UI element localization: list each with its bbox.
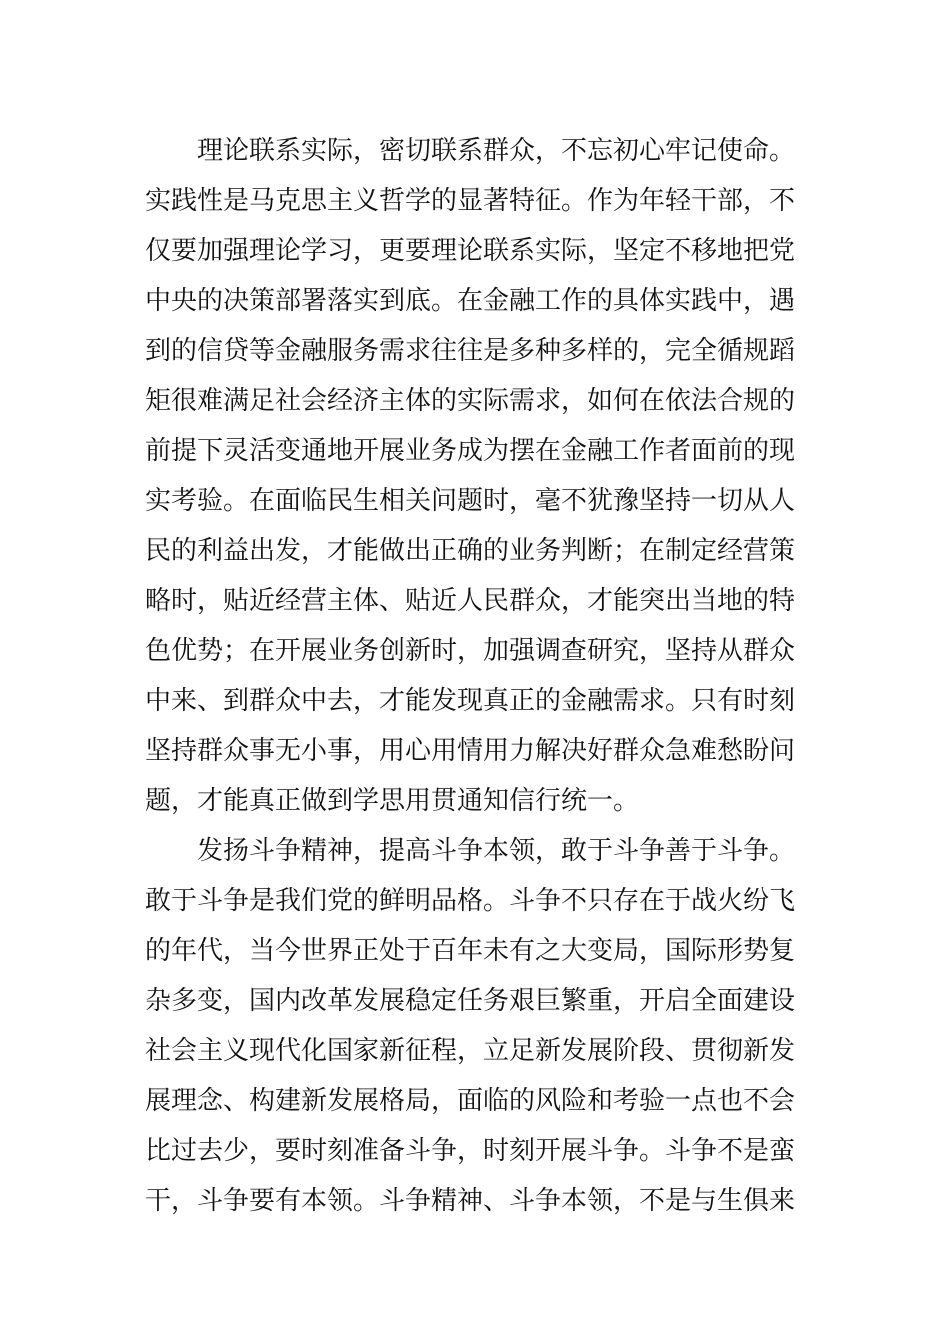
text-line: 杂多变，国内改革发展稳定任务艰巨繁重，开启全面建设 bbox=[145, 986, 796, 1016]
paragraph-heading-line: 理论联系实际，密切联系群众，不忘初心牢记使命。 bbox=[197, 136, 796, 166]
text-line: 到的信贷等金融服务需求往往是多种多样的，完全循规蹈 bbox=[145, 336, 796, 366]
text-line: 实践性是马克思主义哲学的显著特征。作为年轻干部，不 bbox=[145, 186, 796, 216]
text-line: 敢于斗争是我们党的鲜明品格。斗争不只存在于战火纷飞 bbox=[145, 886, 796, 916]
paragraph-struggle-spirit bbox=[145, 826, 807, 1226]
text-line: 色优势；在开展业务创新时，加强调查研究，坚持从群众 bbox=[145, 636, 796, 666]
text-line: 展理念、构建新发展格局，面临的风险和考验一点也不会 bbox=[145, 1086, 796, 1116]
text-line: 社会主义现代化国家新征程，立足新发展阶段、贯彻新发 bbox=[145, 1036, 796, 1066]
text-line: 坚持群众事无小事，用心用情用力解决好群众急难愁盼问 bbox=[145, 736, 796, 766]
paragraph-theory-practice bbox=[145, 126, 807, 826]
text-line: 比过去少，要时刻准备斗争，时刻开展斗争。斗争不是蛮 bbox=[145, 1136, 796, 1166]
text-line: 题，才能真正做到学思用贯通知信行统一。 bbox=[145, 786, 640, 816]
text-line: 民的利益出发，才能做出正确的业务判断；在制定经营策 bbox=[145, 536, 796, 566]
paragraph-heading-line: 发扬斗争精神，提高斗争本领，敢于斗争善于斗争。 bbox=[197, 836, 796, 866]
text-line: 略时，贴近经营主体、贴近人民群众，才能突出当地的特 bbox=[145, 586, 796, 616]
text-line: 干，斗争要有本领。斗争精神、斗争本领，不是与生俱来 bbox=[145, 1186, 796, 1216]
text-line: 中来、到群众中去，才能发现真正的金融需求。只有时刻 bbox=[145, 686, 796, 716]
text-line: 的年代，当今世界正处于百年未有之大变局，国际形势复 bbox=[145, 936, 796, 966]
text-line: 前提下灵活变通地开展业务成为摆在金融工作者面前的现 bbox=[145, 436, 796, 466]
text-line: 中央的决策部署落实到底。在金融工作的具体实践中，遇 bbox=[145, 286, 796, 316]
text-line: 矩很难满足社会经济主体的实际需求，如何在依法合规的 bbox=[145, 386, 796, 416]
text-line: 仅要加强理论学习，更要理论联系实际，坚定不移地把党 bbox=[145, 236, 796, 266]
document-body bbox=[145, 126, 807, 1226]
text-line: 实考验。在面临民生相关问题时，毫不犹豫坚持一切从人 bbox=[145, 486, 796, 516]
